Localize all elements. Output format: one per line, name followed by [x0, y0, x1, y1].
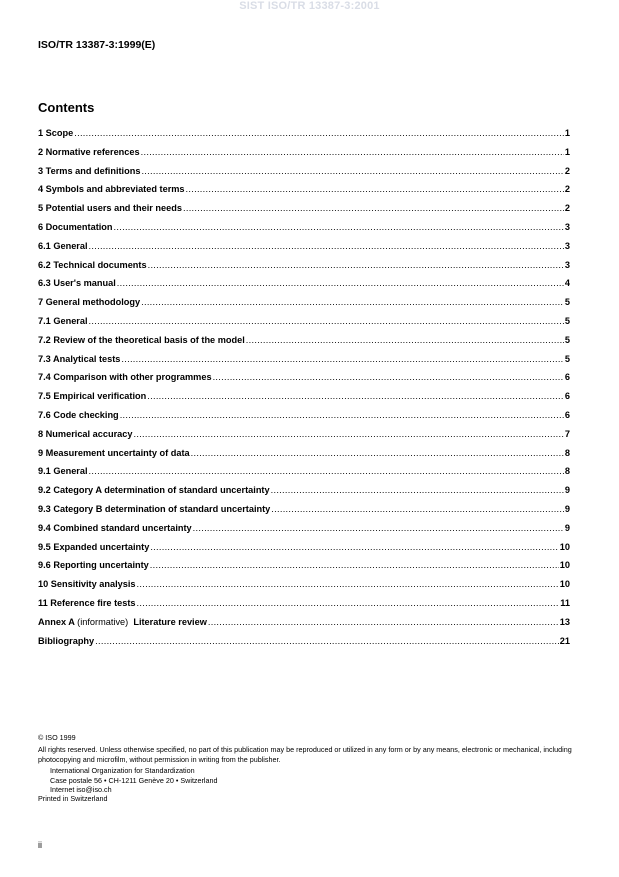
- toc-entry-7-1-general[interactable]: [38, 316, 570, 335]
- toc-entry-7-4-comparison[interactable]: [38, 372, 570, 391]
- toc-leader: [89, 466, 564, 476]
- toc-entry-8-numerical-accuracy[interactable]: [38, 429, 570, 448]
- toc-label: 6.2 Technical documents: [38, 259, 147, 270]
- toc-leader: [137, 579, 559, 589]
- annex-title: Literature review: [133, 616, 207, 627]
- toc-entry-9-3-category-b[interactable]: [38, 504, 570, 523]
- toc-leader: [150, 542, 558, 552]
- toc-page: 9: [564, 503, 570, 514]
- toc-page: 4: [564, 278, 570, 289]
- toc-leader: [141, 147, 564, 157]
- toc-page: 2: [564, 203, 570, 214]
- toc-entry-5-potential-users[interactable]: [38, 203, 570, 222]
- toc-leader: [213, 372, 564, 382]
- toc-page: 2: [564, 184, 570, 195]
- toc-page: 5: [564, 334, 570, 345]
- toc-leader: [137, 598, 560, 608]
- toc-page: 1: [564, 128, 570, 138]
- toc-page: 6: [564, 409, 570, 420]
- toc-page: 8: [564, 466, 570, 477]
- toc-label: 6 Documentation: [38, 221, 113, 232]
- toc-entry-7-3-analytical-tests[interactable]: [38, 354, 570, 373]
- toc-page: 6: [564, 372, 570, 383]
- toc-entry-bibliography[interactable]: [38, 636, 570, 655]
- toc-label: 8 Numerical accuracy: [38, 428, 133, 439]
- toc-page: 6: [564, 391, 570, 402]
- toc-leader: [183, 203, 564, 213]
- toc-entry-2-normative-references[interactable]: [38, 147, 570, 166]
- toc-label: 2 Normative references: [38, 146, 140, 157]
- toc-page: 5: [564, 297, 570, 308]
- toc-label: 5 Potential users and their needs: [38, 203, 182, 214]
- toc-label: 7.1 General: [38, 315, 88, 326]
- toc-page: 9: [564, 485, 570, 496]
- toc-entry-7-5-empirical-verification[interactable]: [38, 391, 570, 410]
- toc-entry-1-scope[interactable]: [38, 128, 570, 147]
- toc-leader: [141, 297, 564, 307]
- toc-page: 11: [560, 597, 570, 608]
- annex-informative: (informative): [77, 616, 129, 627]
- toc-entry-9-measurement-uncertainty[interactable]: [38, 448, 570, 467]
- organization-name: International Organization for Standardization: [50, 766, 195, 776]
- toc-leader: [89, 241, 564, 251]
- toc-leader: [120, 410, 564, 420]
- toc-page: 10: [559, 541, 570, 552]
- printed-in: Printed in Switzerland: [38, 794, 108, 804]
- organization-address: Case postale 56 • CH-1211 Genève 20 • Switzerland: [50, 775, 218, 785]
- toc-label: 7.5 Empirical verification: [38, 391, 147, 402]
- toc-entry-7-6-code-checking[interactable]: [38, 410, 570, 429]
- toc-leader: [114, 222, 564, 232]
- organization-internet: Internet iso@iso.ch: [50, 785, 112, 795]
- toc-leader: [95, 636, 559, 646]
- toc-entry-11-reference-fire-tests[interactable]: [38, 598, 570, 617]
- toc-label: 1 Scope: [38, 128, 74, 138]
- toc-label: 7.3 Analytical tests: [38, 353, 121, 364]
- toc-label: 9.3 Category B determination of standard uncertainty: [38, 503, 271, 514]
- toc-entry-6-1-general[interactable]: [38, 241, 570, 260]
- toc-label: 7.2 Review of the theoretical basis of the model: [38, 334, 245, 345]
- toc-entry-annex-a[interactable]: [38, 617, 570, 636]
- toc-page: 9: [564, 522, 570, 533]
- toc-page: 3: [564, 221, 570, 232]
- toc-leader: [134, 429, 564, 439]
- toc-leader: [271, 485, 564, 495]
- toc-page: 3: [564, 259, 570, 270]
- toc-label: 9.6 Reporting uncertainty: [38, 560, 149, 571]
- toc-entry-9-4-combined[interactable]: [38, 523, 570, 542]
- copyright-footer: [38, 733, 578, 804]
- toc-entry-9-6-reporting[interactable]: [38, 560, 570, 579]
- watermark: SIST ISO/TR 13387-3:2001: [239, 0, 380, 12]
- toc-entry-6-3-users-manual[interactable]: [38, 278, 570, 297]
- toc-label: Bibliography: [38, 635, 95, 646]
- toc-page: 21: [559, 635, 570, 646]
- toc-entry-3-terms[interactable]: [38, 166, 570, 185]
- toc-label: 7.4 Comparison with other programmes: [38, 372, 212, 383]
- table-of-contents: [38, 128, 570, 654]
- toc-entry-7-general-methodology[interactable]: [38, 297, 570, 316]
- toc-label: 9.2 Category A determination of standard uncertainty: [38, 485, 270, 496]
- toc-page: 7: [564, 428, 570, 439]
- toc-leader: [150, 560, 559, 570]
- toc-label: 7.6 Code checking: [38, 409, 119, 420]
- toc-leader: [89, 316, 564, 326]
- toc-page: 1: [564, 146, 570, 157]
- toc-label: 6.3 User's manual: [38, 278, 116, 289]
- toc-page: 10: [559, 579, 570, 590]
- toc-label: 9.4 Combined standard uncertainty: [38, 522, 192, 533]
- toc-label: 7 General methodology: [38, 297, 141, 308]
- toc-leader: [148, 260, 564, 270]
- toc-entry-9-2-category-a[interactable]: [38, 485, 570, 504]
- toc-page: 10: [559, 560, 570, 571]
- toc-leader: [141, 166, 563, 176]
- toc-label: [38, 617, 207, 627]
- rights-statement: All rights reserved. Unless otherwise specified, no part of this publication may be reproduced or utilized in any form or by any means, electronic or mechanical, including photocopying and microfilm, without permission in writing from the publisher.: [38, 745, 572, 764]
- toc-leader: [117, 278, 564, 288]
- toc-entry-9-5-expanded[interactable]: [38, 542, 570, 561]
- toc-page: 3: [564, 240, 570, 251]
- toc-page: 8: [564, 447, 570, 458]
- toc-label: 9.1 General: [38, 466, 88, 477]
- toc-page: 13: [559, 616, 570, 627]
- annex-label: Annex A: [38, 616, 75, 627]
- toc-leader: [191, 448, 564, 458]
- toc-label: 3 Terms and definitions: [38, 165, 141, 176]
- toc-entry-10-sensitivity[interactable]: [38, 579, 570, 598]
- toc-leader: [186, 184, 564, 194]
- toc-leader: [193, 523, 564, 533]
- toc-label: 9 Measurement uncertainty of data: [38, 447, 190, 458]
- toc-page: 5: [564, 353, 570, 364]
- toc-leader: [121, 354, 563, 364]
- toc-page: 2: [564, 165, 570, 176]
- toc-leader: [271, 504, 564, 514]
- copyright-notice: © ISO 1999: [38, 733, 76, 742]
- toc-entry-6-documentation[interactable]: [38, 222, 570, 241]
- toc-leader: [246, 335, 564, 345]
- toc-entry-4-symbols[interactable]: [38, 184, 570, 203]
- toc-leader: [208, 617, 559, 627]
- toc-entry-9-1-general[interactable]: [38, 466, 570, 485]
- document-id: ISO/TR 13387-3:1999(E): [38, 39, 156, 51]
- toc-page: 5: [564, 315, 570, 326]
- toc-label: 11 Reference fire tests: [38, 597, 136, 608]
- toc-leader: [147, 391, 564, 401]
- contents-title: Contents: [38, 100, 95, 115]
- toc-entry-7-2-review[interactable]: [38, 335, 570, 354]
- toc-leader: [74, 128, 564, 138]
- toc-entry-6-2-technical-documents[interactable]: [38, 260, 570, 279]
- toc-label: 6.1 General: [38, 240, 88, 251]
- toc-label: 10 Sensitivity analysis: [38, 579, 136, 590]
- toc-label: 9.5 Expanded uncertainty: [38, 541, 150, 552]
- page-number: ii: [38, 840, 42, 850]
- toc-label: 4 Symbols and abbreviated terms: [38, 184, 185, 195]
